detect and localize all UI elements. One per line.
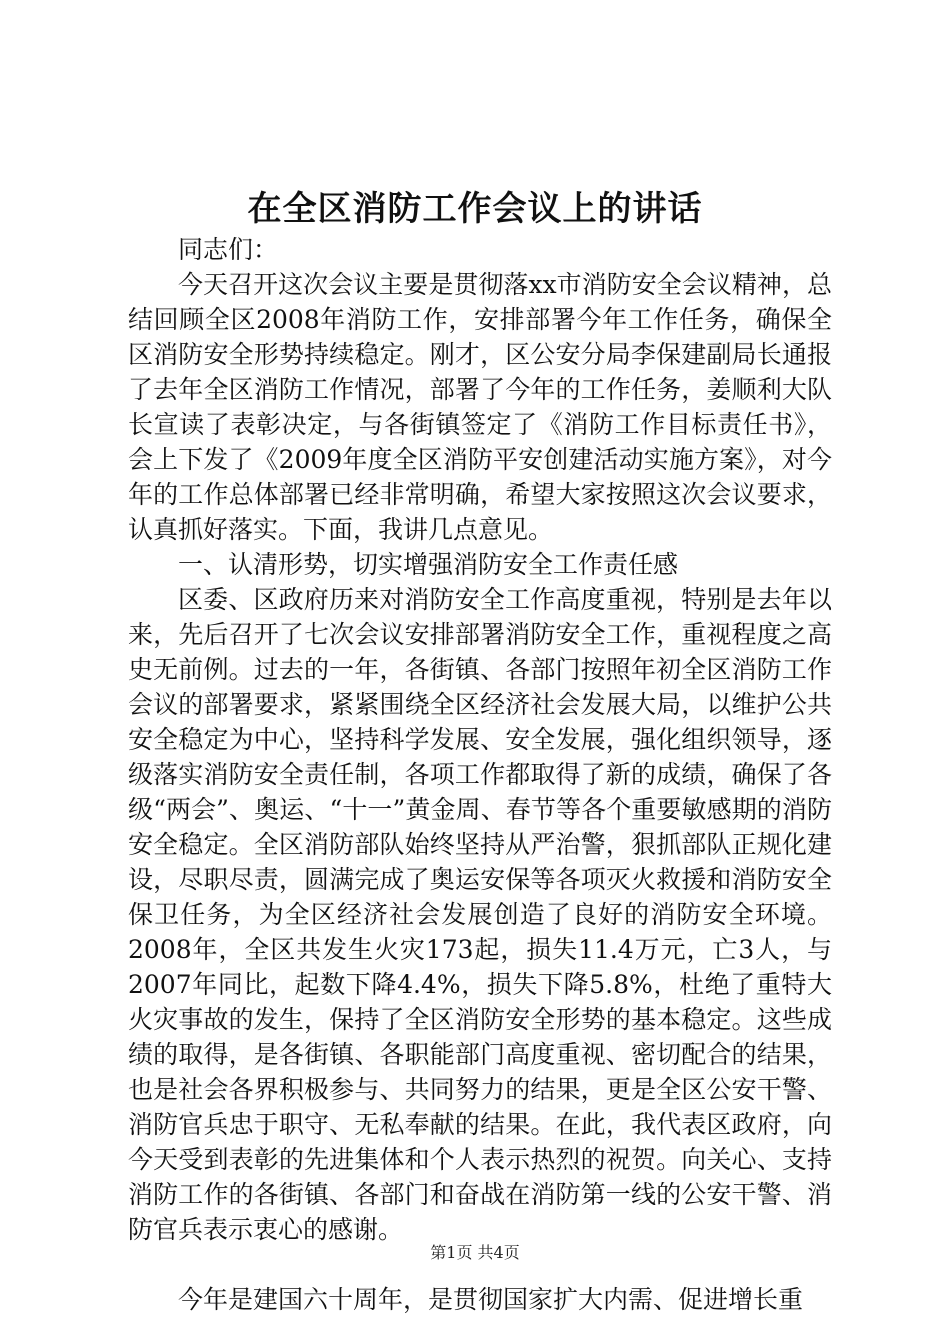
paragraph-intro: 今天召开这次会议主要是贯彻落xx市消防安全会议精神，总结回顾全区2008年消防工作，安排部署今年工作任务，确保全区消防安全形势持续稳定。刚才，区公安分局李保建副局长通报了去年全区消防工作情况，部署了今年的工作任务，姜顺利大队长宣读了表彰决定，与各街镇签定了《消防工作目标责任书》，会上下发了《2009年度全区消防平安创建活动实施方案》，对今年的工作总体部署已经非常明确，希望大家按照这次会议要求，认真抓好落实。下面，我讲几点意见。	[128, 270, 832, 544]
section-heading: 一、认清形势，切实增强消防安全工作责任感	[178, 550, 679, 579]
salutation: 同志们：	[178, 235, 279, 264]
paragraph-continued: 今年是建国六十周年，是贯彻国家扩大内需、促进增长重	[178, 1285, 804, 1314]
page-number: 第1页 共4页	[430, 1243, 520, 1262]
page-title: 在全区消防工作会议上的讲话	[247, 189, 703, 229]
document-body	[128, 232, 832, 1317]
paragraph-review: 区委、区政府历来对消防安全工作高度重视，特别是去年以来，先后召开了七次会议安排部署消防安全工作，重视程度之高史无前例。过去的一年，各街镇、各部门按照年初全区消防工作会议的部署要求，紧紧围绕全区经济社会发展大局，以维护公共安全稳定为中心，坚持科学发展、安全发展，强化组织领导，逐级落实消防安全责任制，各项工作都取得了新的成绩，确保了各级“两会”、奥运、“十一”黄金周、春节等各个重要敏感期的消防安全稳定。全区消防部队始终坚持从严治警，狠抓部队正规化建设，尽职尽责，圆满完成了奥运安保等各项灭火救援和消防安全保卫任务，为全区经济社会发展创造了良好的消防安全环境。2008年，全区共发生火灾173起，损失11.4万元，亡3人，与2007年同比，起数下降4.4%，损失下降5.8%，杜绝了重特大火灾事故的发生，保持了全区消防安全形势的基本稳定。这些成绩的取得，是各街镇、各职能部门高度重视、密切配合的结果，也是社会各界积极参与、共同努力的结果，更是全区公安干警、消防官兵忠于职守、无私奉献的结果。在此，我代表区政府，向今天受到表彰的先进集体和个人表示热烈的祝贺。向关心、支持消防工作的各街镇、各部门和奋战在消防第一线的公安干警、消防官兵表示衷心的感谢。	[128, 585, 832, 1244]
